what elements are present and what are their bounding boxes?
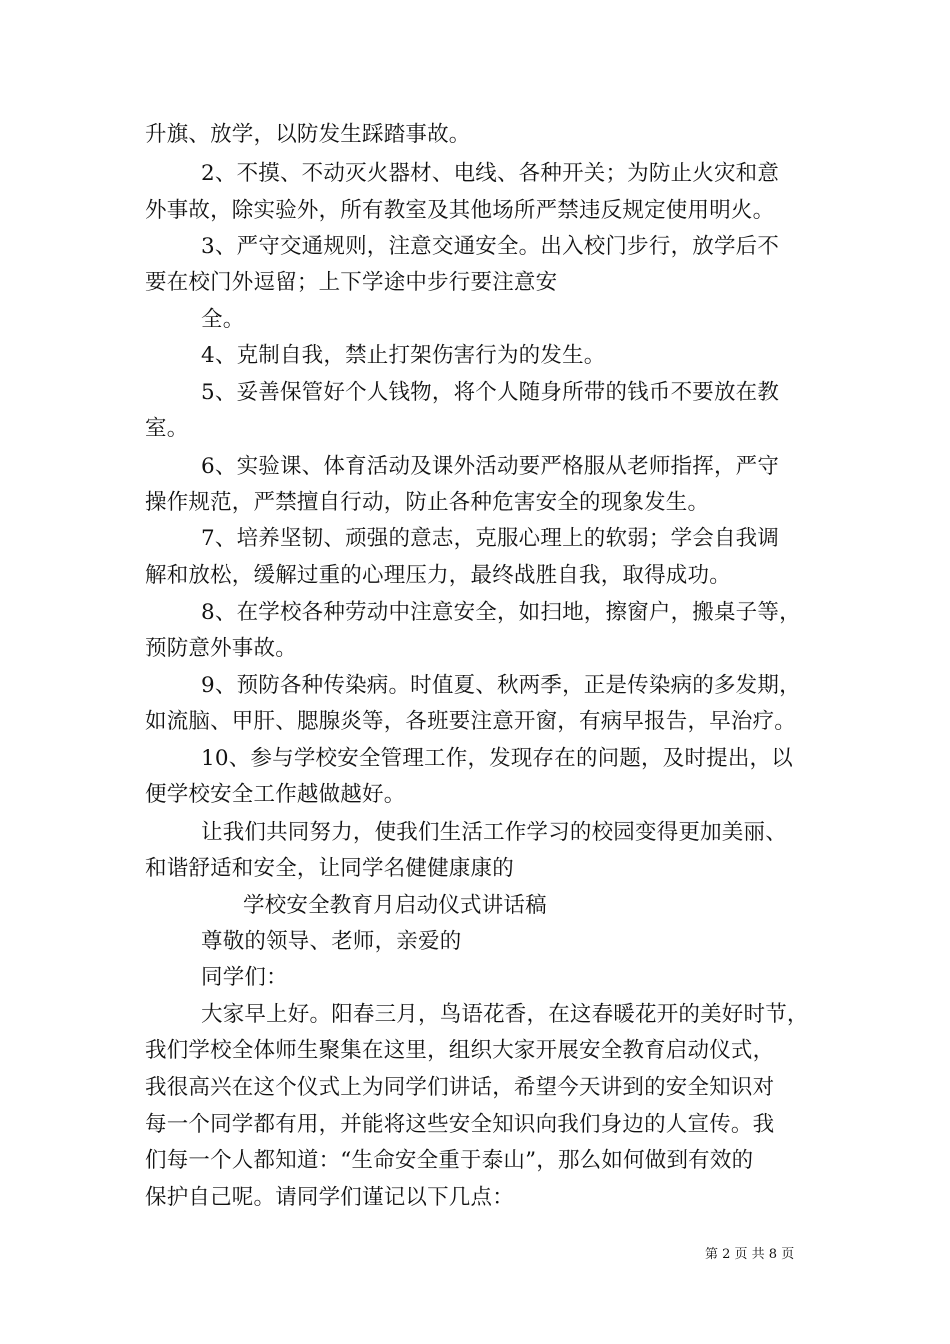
text-line: 们每一个人都知道：“生命安全重于泰山”，那么如何做到有效的 [145,1148,754,1173]
text-line: 4、克制自我，禁止打架伤害行为的发生。 [201,343,606,368]
section-title: 学校安全教育月启动仪式讲话稿 [243,893,547,918]
text-line: 预防意外事故。 [145,636,297,661]
text-line: 10、参与学校安全管理工作，发现存在的问题，及时提出，以 [201,746,793,771]
page-indicator: 第 2 页 共 8 页 [705,1247,795,1262]
text-line: 9、预防各种传染病。时值夏、秋两季，正是传染病的多发期， [201,673,801,698]
text-line: 2、不摸、不动灭火器材、电线、各种开关；为防止火灾和意 [201,161,780,186]
salutation: 同学们： [201,965,288,990]
text-line: 7、培养坚韧、顽强的意志，克服心理上的软弱；学会自我调 [201,526,780,551]
text-line: 和谐舒适和安全，让同学名健健康康的 [145,856,514,881]
text-line: 8、在学校各种劳动中注意安全，如扫地，擦窗户，搬桌子等， [201,600,801,625]
text-line: 便学校安全工作越做越好。 [145,782,406,807]
text-line: 3、严守交通规则，注意交通安全。出入校门步行，放学后不 [201,234,780,259]
text-line: 要在校门外逗留；上下学途中步行要注意安 [145,270,558,295]
salutation: 尊敬的领导、老师，亲爱的 [201,929,462,954]
text-line: 我很高兴在这个仪式上为同学们讲话，希望今天讲到的安全知识对 [145,1075,775,1100]
text-line: 5、妥善保管好个人钱物，将个人随身所带的钱币不要放在教 [201,380,780,405]
text-line: 我们学校全体师生聚集在这里，组织大家开展安全教育启动仪式， [145,1038,775,1063]
text-line: 6、实验课、体育活动及课外活动要严格服从老师指挥，严守 [201,454,780,479]
text-line: 升旗、放学，以防发生踩踏事故。 [145,122,471,147]
text-line: 操作规范，严禁擅自行动，防止各种危害安全的现象发生。 [145,490,710,515]
text-line: 如流脑、甲肝、腮腺炎等，各班要注意开窗，有病早报告，早治疗。 [145,709,797,734]
text-line: 全。 [201,307,245,332]
text-line: 每一个同学都有用，并能将这些安全知识向我们身边的人宣传。我 [145,1112,775,1137]
text-line: 解和放松，缓解过重的心理压力，最终战胜自我，取得成功。 [145,563,731,588]
text-line: 室。 [145,416,189,441]
text-line: 保护自己呢。请同学们谨记以下几点： [145,1185,514,1210]
text-line: 外事故，除实验外，所有教室及其他场所严禁违反规定使用明火。 [145,198,775,223]
text-line: 让我们共同努力，使我们生活工作学习的校园变得更加美丽、 [201,820,787,845]
text-line: 大家早上好。阳春三月，鸟语花香，在这春暖花开的美好时节， [201,1002,809,1027]
